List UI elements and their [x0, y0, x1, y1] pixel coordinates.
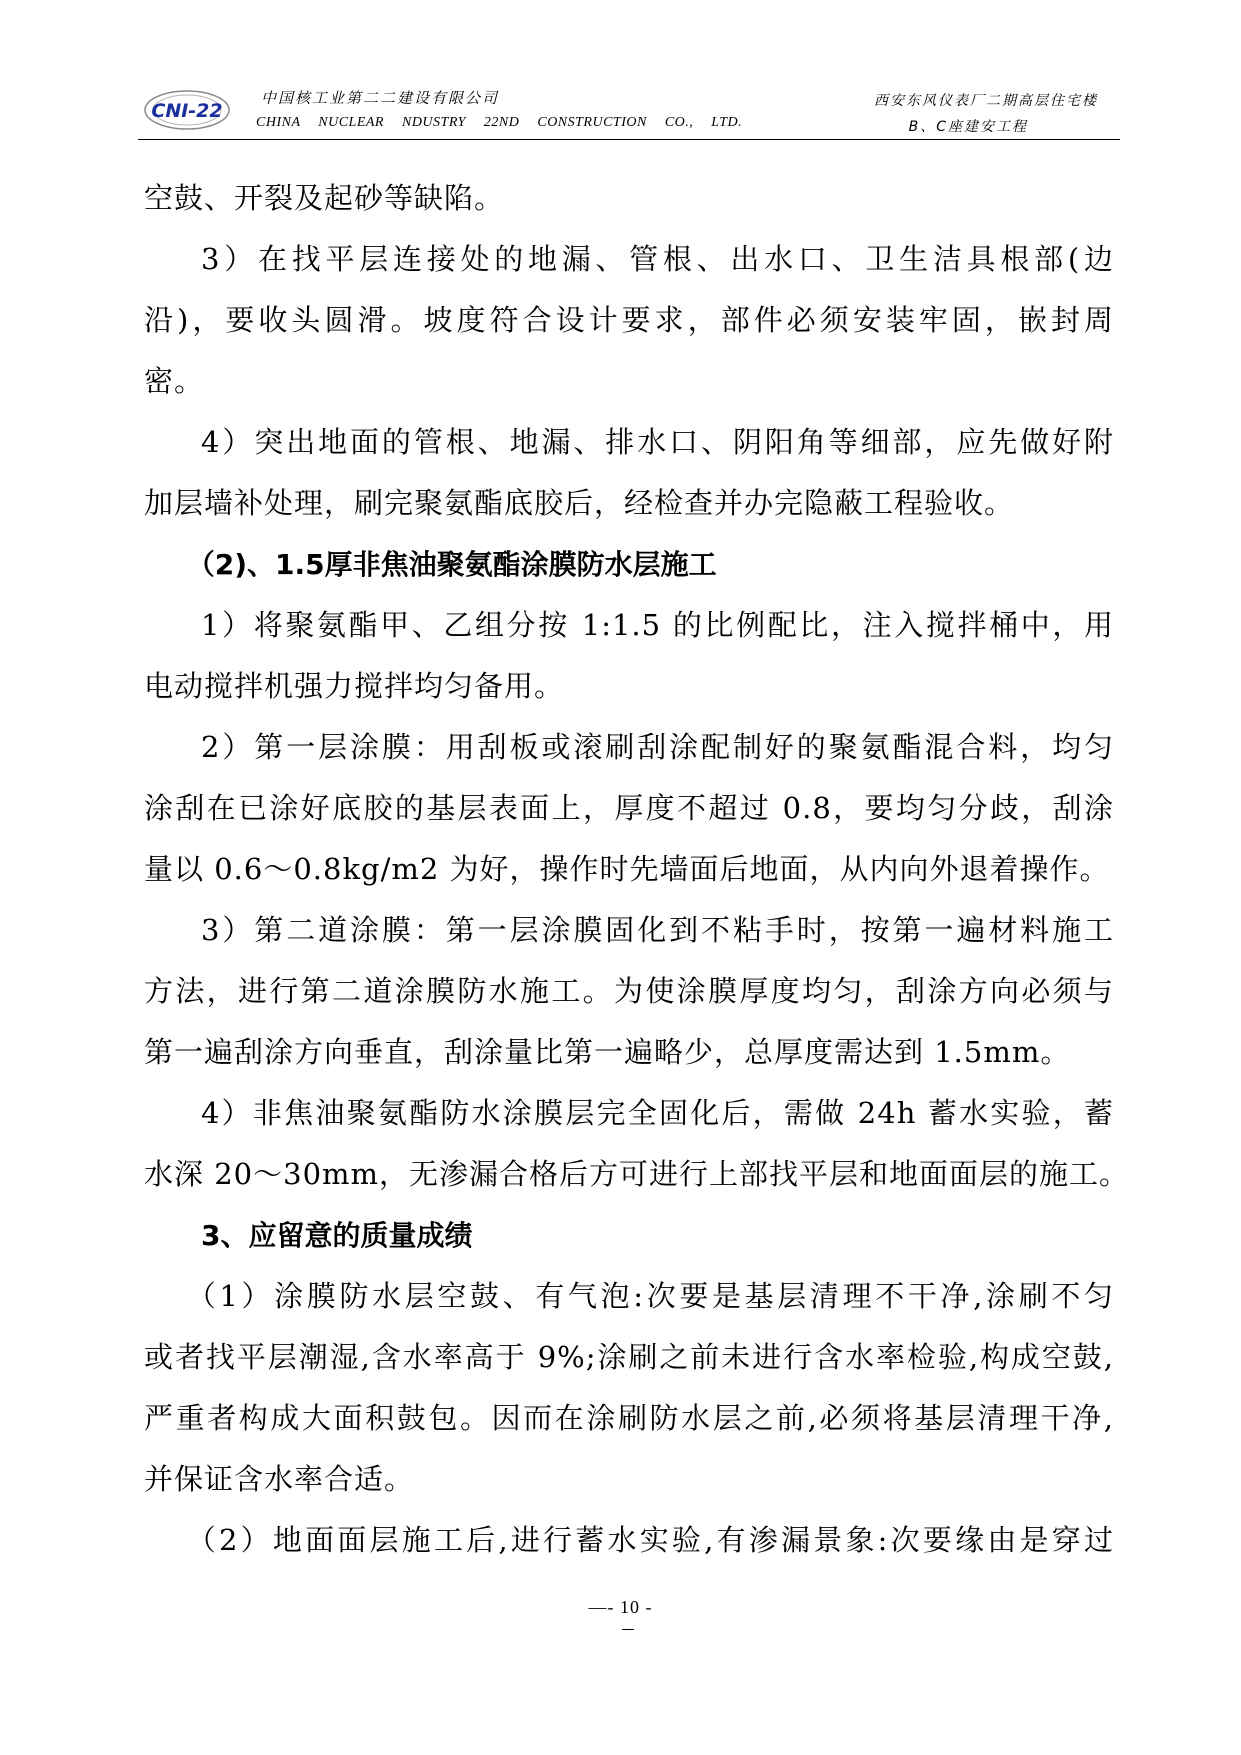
text-line: 加层墙补处理，刷完聚氨酯底胶后，经检查并办完隐蔽工程验收。	[144, 486, 1015, 520]
text-line: 量以 0.6～0.8kg/m2 为好，操作时先墙面后地面，从内向外退着操作。	[144, 852, 1110, 886]
company-name-cn: 中国核工业第二二建设有限公司	[261, 89, 500, 107]
project-name-line1: 西安东风仪表厂二期高层住宅楼	[874, 93, 1098, 109]
text-line: 水深 20～30mm，无渗漏合格后方可进行上部找平层和地面面层的施工。	[144, 1157, 1130, 1191]
text-line: 方法，进行第二道涂膜防水施工。为使涂膜厚度均匀，刮涂方向必须与	[144, 974, 1114, 1008]
text-line: 4）非焦油聚氨酯防水涂膜层完全固化后，需做 24h 蓄水实验，蓄	[201, 1096, 1114, 1130]
text-line: 密。	[144, 364, 205, 398]
text-line: 3）第二道涂膜：第一层涂膜固化到不粘手时，按第一遍材料施工	[201, 913, 1114, 947]
logo-text: CNI-22	[151, 100, 223, 122]
company-logo	[142, 88, 232, 132]
section-heading: （2)、1.5厚非焦油聚氨酯涂膜防水层施工	[186, 548, 717, 581]
text-line: 严重者构成大面积鼓包。因而在涂刷防水层之前,必须将基层清理干净,	[144, 1401, 1114, 1435]
project-name-line2: B、C座建安工程	[908, 119, 1028, 135]
section-heading: 3、应留意的质量成绩	[201, 1219, 473, 1252]
text-line: 并保证含水率合适。	[144, 1462, 415, 1496]
header-rule	[138, 139, 1120, 140]
text-line: 3）在找平层连接处的地漏、管根、出水口、卫生洁具根部(边	[201, 242, 1114, 276]
text-line: 空鼓、开裂及起砂等缺陷。	[144, 181, 505, 215]
text-line: （2）地面面层施工后,进行蓄水实验,有渗漏景象:次要缘由是穿过	[186, 1523, 1114, 1557]
text-line: 第一遍刮涂方向垂直，刮涂量比第一遍略少，总厚度需达到 1.5mm。	[144, 1035, 1071, 1069]
text-line: 4）突出地面的管根、地漏、排水口、阴阳角等细部，应先做好附	[201, 425, 1114, 459]
text-line: 或者找平层潮湿,含水率高于 9%;涂刷之前未进行含水率检验,构成空鼓,	[144, 1340, 1114, 1374]
page-header	[138, 82, 1120, 140]
company-name-en: CHINA NUCLEAR NDUSTRY 22ND CONSTRUCTION CO., LTD.	[256, 115, 743, 130]
document-body	[144, 168, 1130, 1571]
cni22-logo-icon	[142, 88, 232, 132]
text-line: 1）将聚氨酯甲、乙组分按 1:1.5 的比例配比，注入搅拌桶中，用	[201, 608, 1114, 642]
text-line: 电动搅拌机强力搅拌均匀备用。	[144, 669, 565, 703]
text-line: 涂刮在已涂好底胶的基层表面上，厚度不超过 0.8，要均匀分歧，刮涂	[144, 791, 1114, 825]
text-line: （1）涂膜防水层空鼓、有气泡:次要是基层清理不干净,涂刷不匀	[186, 1279, 1114, 1313]
footer-dash	[622, 1629, 634, 1630]
page-number: —- 10 -	[588, 1597, 653, 1617]
text-line: 沿)，要收头圆滑。坡度符合设计要求，部件必须安装牢固，嵌封周	[144, 303, 1114, 337]
text-line: 2）第一层涂膜：用刮板或滚刷刮涂配制好的聚氨酯混合料，均匀	[201, 730, 1114, 764]
